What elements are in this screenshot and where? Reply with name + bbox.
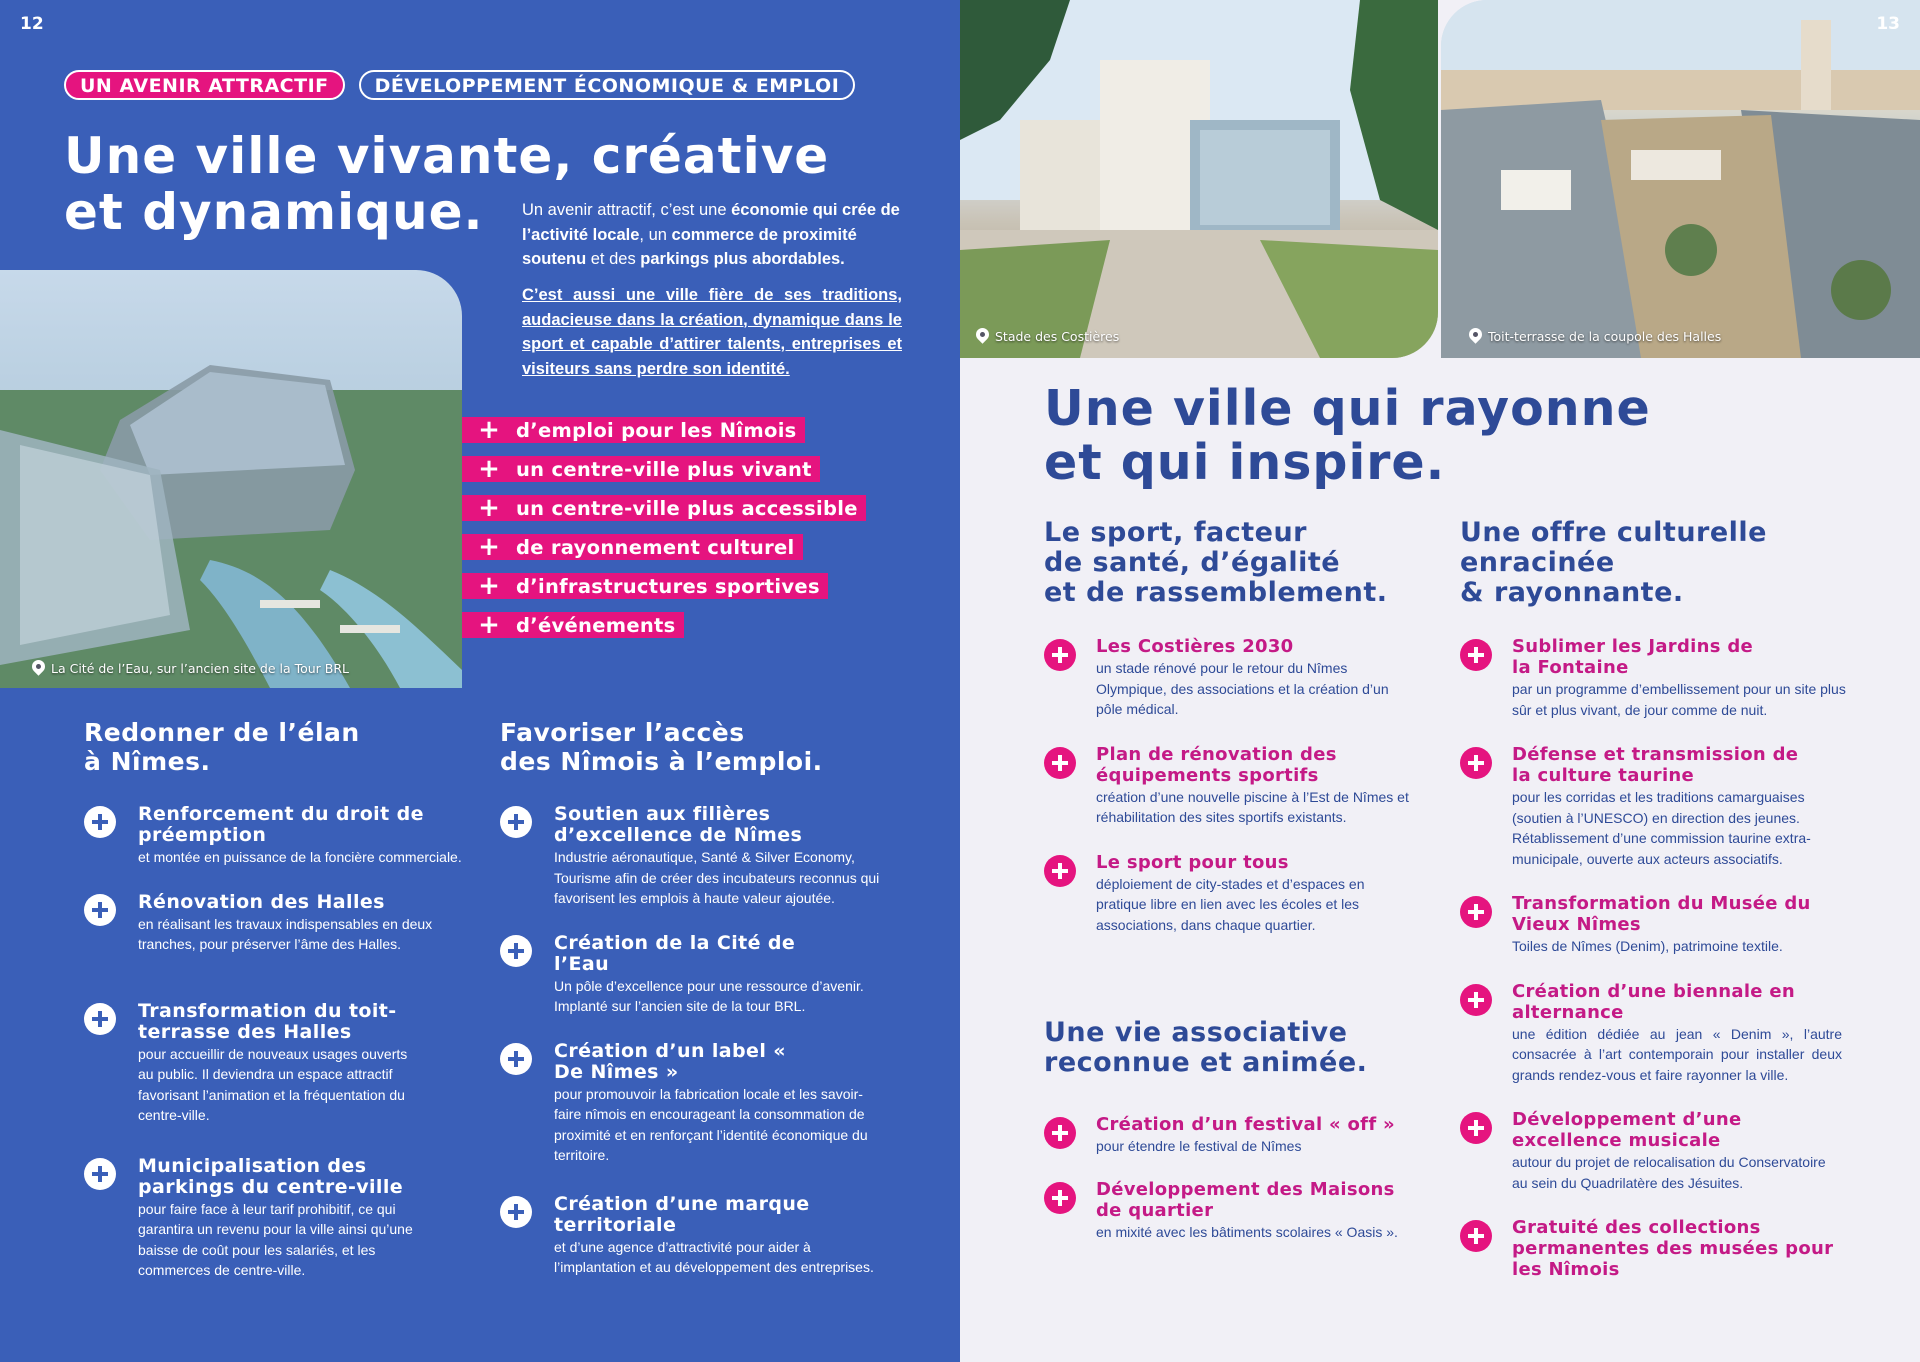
plus-circle-icon xyxy=(500,806,532,838)
plus-circle-icon xyxy=(1044,855,1076,887)
list-item: Transformation du toit-terrasse des Halles pour accueillir de nouveaux usages ouverts au public. Il deviendra un espace attractif favorisant l’animation et la fréquentation du centre-ville. xyxy=(84,1001,434,1126)
list-item: Création d’une marque territoriale et d’une agence d’attractivité pour aider à l’implantation et au développement des entreprises. xyxy=(500,1194,900,1278)
intro-underlined: C’est aussi une ville fière de ses traditions, audacieuse dans la création, dynamique dans le sport et capable d’attirer talents, entreprises et visiteurs sans perdre son identité. xyxy=(522,286,902,378)
plus-item: + un centre-ville plus vivant xyxy=(462,454,866,484)
plus-item: + d’infrastructures sportives xyxy=(462,571,866,601)
column-associative xyxy=(1044,1018,1444,1242)
plus-circle-icon xyxy=(1460,1112,1492,1144)
location-pin-icon xyxy=(1469,328,1482,344)
list-item: Plan de rénovation des équipements sportifs création d’une nouvelle piscine à l’Est de Nîmes et réhabilitation des sites sportifs existants. xyxy=(1044,744,1444,828)
column-elan xyxy=(84,718,484,1281)
plus-list xyxy=(462,415,866,649)
list-item: Création d’un label « De Nîmes » pour promouvoir la fabrication locale et les savoir-faire nîmois en encourageant la consommation de proximité et en renforçant l’identité économique du territoire. xyxy=(500,1041,900,1166)
list-item: Création d’un festival « off » pour étendre le festival de Nîmes xyxy=(1044,1114,1444,1157)
column-sport xyxy=(1044,518,1444,935)
list-item: Développement des Maisons de quartier en mixité avec les bâtiments scolaires « Oasis ». xyxy=(1044,1179,1444,1243)
plus-icon: + xyxy=(478,454,500,484)
plus-circle-icon xyxy=(1460,639,1492,671)
list-item: Développement d’une excellence musicale autour du projet de relocalisation du Conservatoire au sein du Quadrilatère des Jésuites. xyxy=(1460,1109,1880,1193)
plus-icon: + xyxy=(478,610,500,640)
plus-circle-icon xyxy=(1044,1117,1076,1149)
photo-cite-de-l-eau xyxy=(0,270,462,688)
column-culture xyxy=(1460,518,1880,1280)
page-title-right: Une ville qui rayonne et qui inspire. xyxy=(1044,380,1651,491)
photo-caption-left: La Cité de l’Eau, sur l’ancien site de la Tour BRL xyxy=(32,660,349,676)
photo-toit-terrasse-halles xyxy=(1441,0,1920,358)
list-item: Le sport pour tous déploiement de city-stades et d’espaces en pratique libre en lien avec les écoles et les associations, dans chaque quartier. xyxy=(1044,852,1444,936)
page-number-left: 12 xyxy=(20,14,44,34)
intro-paragraph: Un avenir attractif, c’est une économie qui crée de l’activité locale, un commerce de proximité soutenu et des parkings plus abordables. xyxy=(522,201,900,268)
plus-item: + d’événements xyxy=(462,610,866,640)
section-heading-sport: Le sport, facteur de santé, d’égalité et de rassemblement. xyxy=(1044,517,1388,608)
plus-circle-icon xyxy=(1044,639,1076,671)
column-emploi xyxy=(500,718,900,1278)
plus-icon: + xyxy=(478,532,500,562)
list-item: Gratuité des collections permanentes des musées pour les Nîmois xyxy=(1460,1217,1880,1280)
plus-icon: + xyxy=(478,493,500,523)
section-heading-associative: Une vie associative reconnue et animée. xyxy=(1044,1017,1368,1078)
tag-developpement: DÉVELOPPEMENT ÉCONOMIQUE & EMPLOI xyxy=(359,70,856,100)
plus-item: + un centre-ville plus accessible xyxy=(462,493,866,523)
plus-circle-icon xyxy=(84,1003,116,1035)
plus-icon: + xyxy=(478,571,500,601)
photo-caption-halles: Toit-terrasse de la coupole des Halles xyxy=(1469,328,1721,344)
list-item: Transformation du Musée du Vieux Nîmes Toiles de Nîmes (Denim), patrimoine textile. xyxy=(1460,893,1880,957)
plus-circle-icon xyxy=(1044,1182,1076,1214)
tag-avenir-attractif: UN AVENIR ATTRACTIF xyxy=(64,70,345,100)
photo-stade-costieres xyxy=(960,0,1438,358)
list-item: Renforcement du droit de préemption et montée en puissance de la foncière commerciale. xyxy=(84,804,484,868)
plus-circle-icon xyxy=(500,1043,532,1075)
plus-circle-icon xyxy=(1460,1220,1492,1252)
plus-circle-icon xyxy=(84,894,116,926)
right-page xyxy=(960,0,1920,1362)
page-title-left: Une ville vivante, créative et dynamique. xyxy=(64,127,830,241)
plus-item: + de rayonnement culturel xyxy=(462,532,866,562)
location-pin-icon xyxy=(976,328,989,344)
photo-illustration xyxy=(0,270,462,688)
section-heading-culture: Une offre culturelle enracinée & rayonnante. xyxy=(1460,517,1767,608)
list-item: Les Costières 2030 un stade rénové pour le retour du Nîmes Olympique, des associations et la création d’un pôle médical. xyxy=(1044,636,1444,720)
plus-item: + d’emploi pour les Nîmois xyxy=(462,415,866,445)
page-number-right: 13 xyxy=(1876,14,1900,34)
list-item: Création de la Cité de l’Eau Un pôle d’excellence pour une ressource d’avenir. Implanté sur l’ancien site de la tour BRL. xyxy=(500,933,900,1017)
tag-row xyxy=(64,70,855,100)
photo-caption-stade: Stade des Costières xyxy=(976,328,1119,344)
plus-circle-icon xyxy=(1044,747,1076,779)
plus-circle-icon xyxy=(1460,984,1492,1016)
plus-circle-icon xyxy=(500,935,532,967)
plus-circle-icon xyxy=(84,806,116,838)
photo-illustration xyxy=(1441,0,1920,358)
list-item: Rénovation des Halles en réalisant les travaux indispensables en deux tranches, pour préserver l’âme des Halles. xyxy=(84,892,484,955)
section-heading-emploi: Favoriser l’accès des Nîmois à l’emploi. xyxy=(500,718,823,776)
list-item: Municipalisation des parkings du centre-ville pour faire face à leur tarif prohibitif, ce qui garantira un revenu pour la ville ainsi qu’une baisse de coût pour les salariés, et les commerces de centre-ville. xyxy=(84,1156,434,1281)
plus-circle-icon xyxy=(1460,747,1492,779)
photo-illustration xyxy=(960,0,1438,358)
location-pin-icon xyxy=(32,660,45,676)
list-item: Création d’une biennale en alternance une édition dédiée au jean « Denim », l’autre consacrée à l’art contemporain pour installer deux grands rendez-vous et faire rayonner la ville. xyxy=(1460,981,1880,1086)
plus-circle-icon xyxy=(84,1158,116,1190)
plus-circle-icon xyxy=(1460,896,1492,928)
list-item: Sublimer les Jardins de la Fontaine par un programme d’embellissement pour un site plus sûr et plus vivant, de jour comme de nuit. xyxy=(1460,636,1880,720)
section-heading-elan: Redonner de l’élan à Nîmes. xyxy=(84,718,360,776)
plus-icon: + xyxy=(478,415,500,445)
list-item: Défense et transmission de la culture taurine pour les corridas et les traditions camarguaises (soutien à l’UNESCO) en direction des jeunes. Rétablissement d’une commission taurine extra-municipale, ouverte aux acteurs associatifs. xyxy=(1460,744,1880,869)
plus-circle-icon xyxy=(500,1196,532,1228)
list-item: Soutien aux filières d’excellence de Nîmes Industrie aéronautique, Santé & Silver Economy, Tourisme afin de créer des incubateurs reconnus qui favorisent les emplois à haute valeur ajoutée. xyxy=(500,804,900,909)
